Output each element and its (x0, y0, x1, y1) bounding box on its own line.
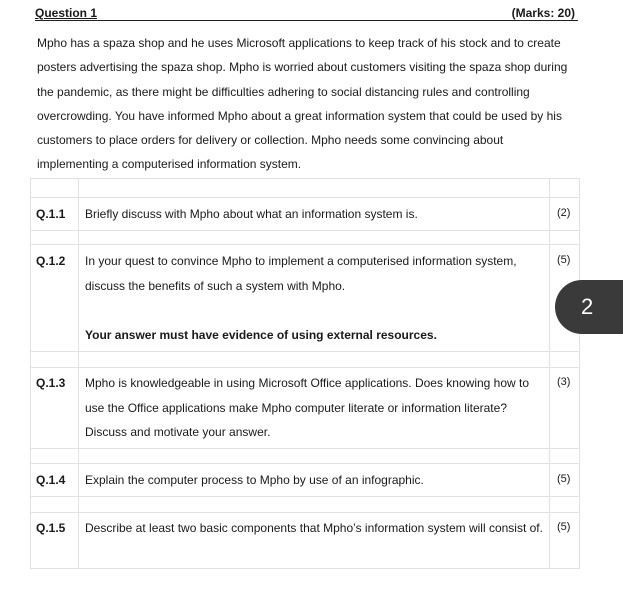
page-number: 2 (581, 294, 594, 319)
table-divider (30, 197, 580, 198)
table-border-right (579, 178, 580, 569)
table-divider (30, 496, 580, 497)
intro-paragraph: Mpho has a spaza shop and he uses Microsoft applications to keep track of his stock and to create posters advertising the spaza shop. Mpho is worried about customers visiting the spaza shop during the pandemic, as there might be difficulties adhering to social distancing rules and controlling overcrowding. You have informed Mpho about a great information system that could be used by his customers to place orders for delivery or collection. Mpho needs some convincing about implementing a computerised information system. (37, 36, 568, 172)
table-column-divider (549, 178, 550, 569)
table-divider (30, 244, 580, 245)
table-border-top (30, 178, 580, 179)
question-number: Q.1.3 (36, 376, 66, 390)
question-marks: (5) (557, 521, 571, 533)
question-title: Question 1 (35, 6, 98, 20)
question-marks: (5) (557, 473, 571, 485)
table-divider (30, 351, 580, 352)
question-text: Explain the computer process to Mpho by use of an infographic. (85, 473, 424, 487)
table-border-left (30, 178, 31, 569)
marks-total: (Marks: 20) (511, 6, 575, 20)
question-header (35, 6, 578, 21)
table-divider (30, 448, 580, 449)
question-marks: (2) (557, 207, 571, 219)
question-number: Q.1.2 (36, 254, 66, 268)
page-number-badge[interactable] (555, 280, 623, 334)
question-number: Q.1.1 (36, 207, 66, 221)
question-marks: (3) (557, 376, 571, 388)
question-text: Mpho is knowledgeable in using Microsoft Office applications. Does knowing how to use the Office applications make Mpho computer literate or information literate? Discuss and motivate your answer. (85, 376, 530, 439)
question-note: Your answer must have evidence of using external resources. (85, 328, 437, 342)
table-column-divider (78, 178, 79, 569)
table-divider (30, 230, 580, 231)
table-divider (30, 512, 580, 513)
table-border-bottom (30, 568, 580, 569)
question-text: Briefly discuss with Mpho about what an information system is. (85, 207, 418, 221)
question-number: Q.1.5 (36, 521, 66, 535)
question-number: Q.1.4 (36, 473, 66, 487)
table-divider (30, 367, 580, 368)
question-text: In your quest to convince Mpho to implement a computerised information system, discuss the benefits of such a system with Mpho. (85, 254, 517, 293)
question-marks: (5) (557, 254, 571, 266)
question-text: Describe at least two basic components that Mpho’s information system will consist of. (85, 521, 543, 535)
table-divider (30, 463, 580, 464)
